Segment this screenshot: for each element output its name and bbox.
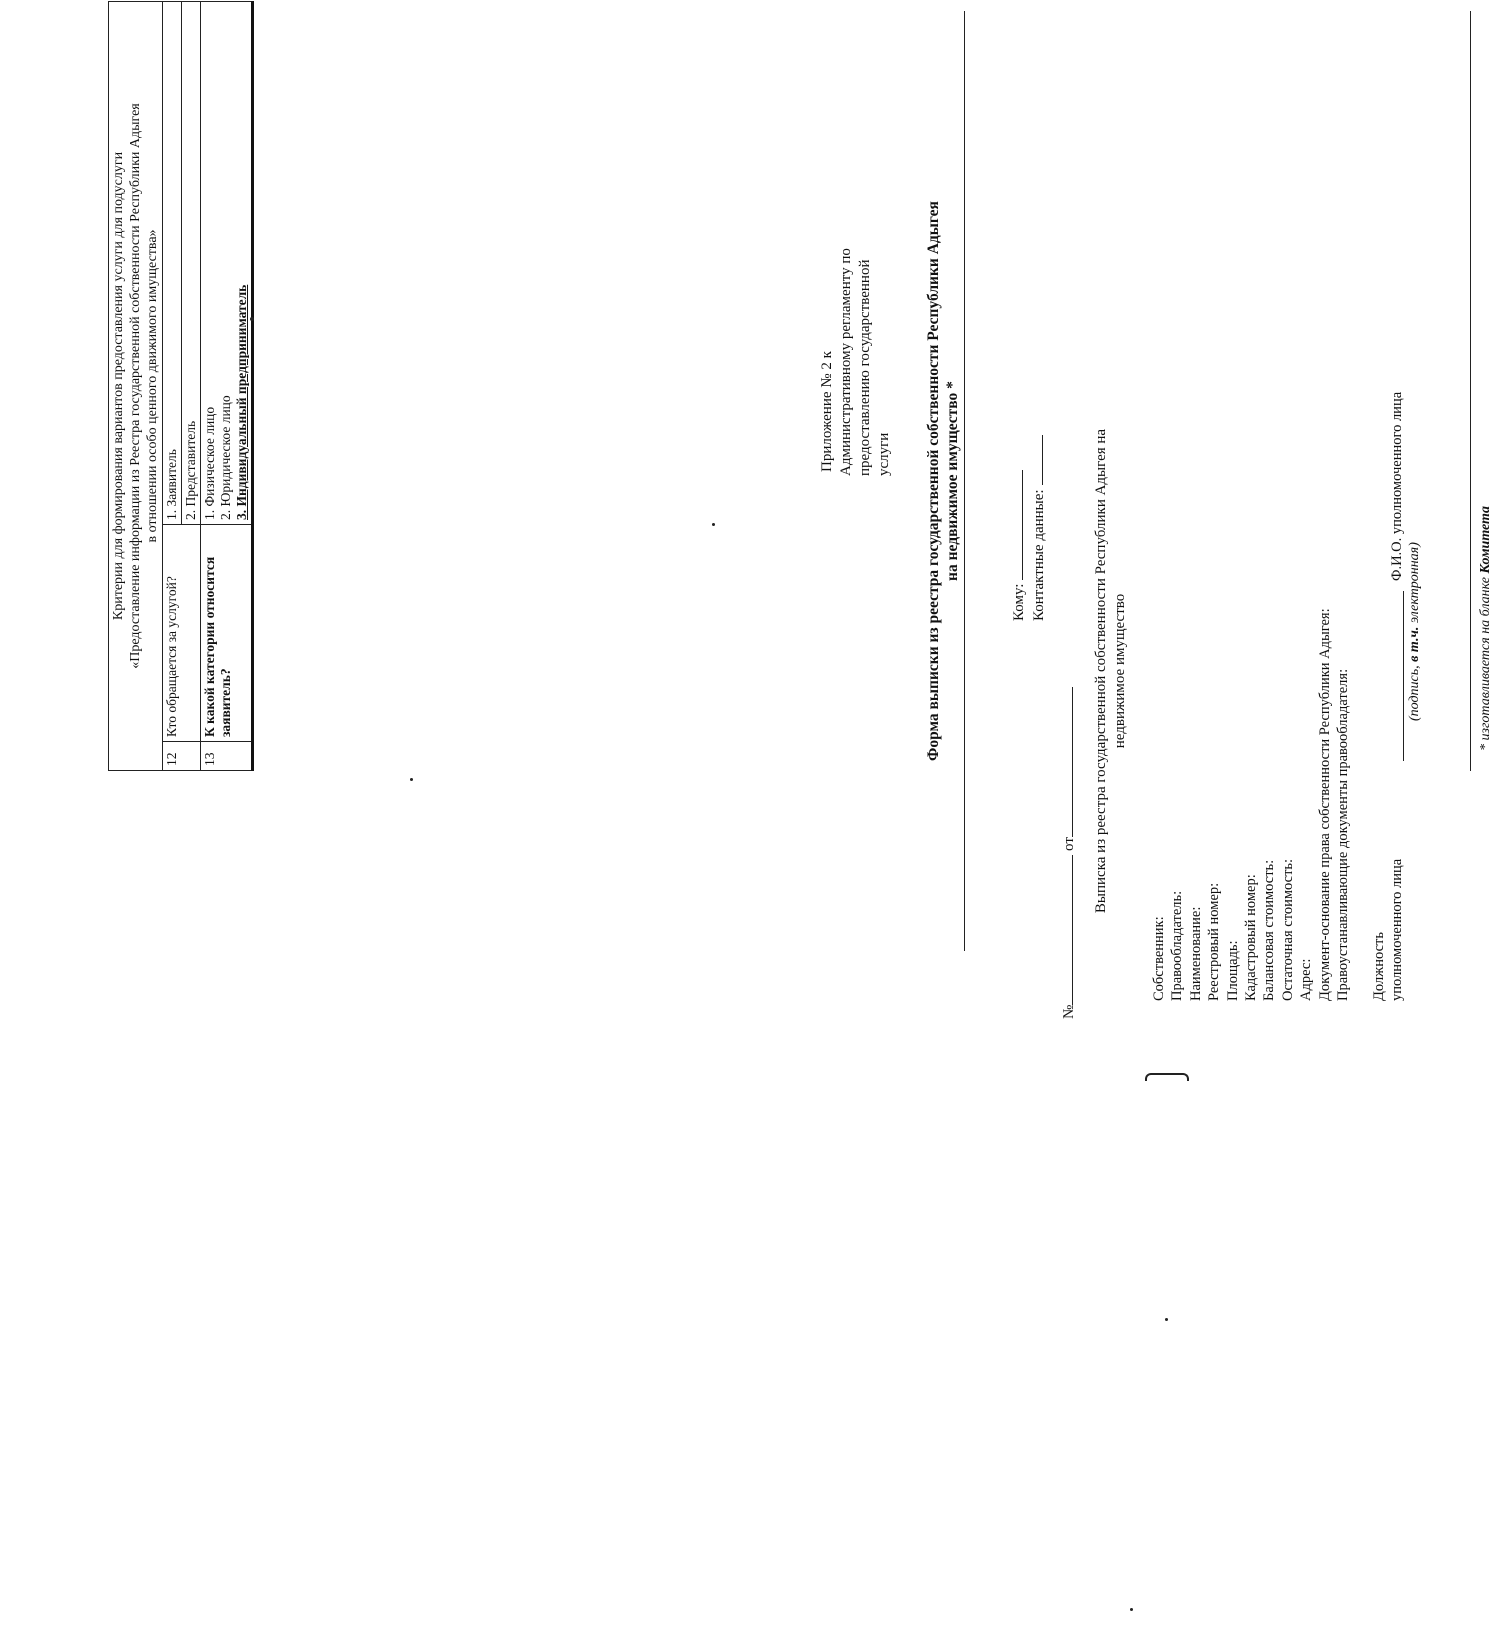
criteria-title-line1: Критерии для формирования вариантов предоставления услуги для подуслуги xyxy=(111,151,126,621)
contacts-label: Контактные данные: xyxy=(1031,489,1047,621)
recipient-block xyxy=(1008,435,1048,621)
position-label: Должность xyxy=(1371,932,1387,1001)
row-question: К какой категории относится заявитель? xyxy=(201,525,253,742)
number-date-line xyxy=(1058,687,1078,1019)
to-fill-line xyxy=(1008,470,1023,580)
to-label: Кому: xyxy=(1011,583,1027,621)
signature-line xyxy=(1403,591,1404,761)
position-label-row xyxy=(1370,301,1388,1001)
extract-heading-line2: недвижимое имущество xyxy=(1112,593,1128,749)
row-question: Кто обращается за услугой? xyxy=(163,525,201,742)
row-option: 2. Юридическое лицо xyxy=(218,395,233,520)
contacts-fill-line xyxy=(1028,435,1043,485)
fields-list xyxy=(1150,401,1352,1001)
scan-mark xyxy=(1145,1073,1189,1081)
footnote-bold: Комитета xyxy=(1478,506,1493,574)
hint-bold: в т.ч. xyxy=(1407,626,1422,662)
position-label-2: уполномоченного лица xyxy=(1389,858,1405,1001)
row-option: 1. Физическое лицо xyxy=(202,406,217,520)
date-fill-line xyxy=(1058,687,1073,837)
appendix-line1: Приложение № 2 к xyxy=(819,351,835,472)
scan-speck xyxy=(410,778,413,781)
field-title-documents: Правоустанавливающие документы правообладателя: xyxy=(1335,668,1352,1001)
recipient-contacts xyxy=(1028,435,1048,621)
footnote-prefix: * изготавливается на бланке xyxy=(1478,573,1493,751)
form-title xyxy=(924,1,962,961)
scan-speck xyxy=(1130,1608,1133,1611)
criteria-title xyxy=(108,1,162,771)
signature-hint xyxy=(1406,542,1424,721)
field-residual-value: Остаточная стоимость: xyxy=(1279,858,1296,1001)
row-number: 13 xyxy=(201,742,253,771)
signature-block xyxy=(1370,301,1422,1001)
criteria-title-line3: в отношении особо ценного движимого имущества» xyxy=(145,229,160,543)
row-option: 2. Представитель xyxy=(182,2,201,525)
signature-row xyxy=(1388,301,1422,1001)
scan-speck xyxy=(1165,1318,1168,1321)
hint-suffix: электронная) xyxy=(1407,542,1422,627)
field-name: Наименование: xyxy=(1187,906,1204,1001)
scan-speck xyxy=(712,523,715,526)
field-basis-document: Документ-основание права собственности Республики Адыгея: xyxy=(1316,608,1333,1001)
footnote-divider xyxy=(1470,11,1471,771)
field-book-value: Балансовая стоимость: xyxy=(1261,859,1278,1001)
number-fill-line xyxy=(1058,855,1073,1005)
scan-speck xyxy=(250,317,254,321)
appendix-line3: предоставлению государственной xyxy=(857,259,873,476)
row-number: 12 xyxy=(163,742,201,771)
form-title-line1: Форма выписки из реестра государственной собственности Республики Адыгея xyxy=(925,201,942,761)
row-options xyxy=(201,2,253,525)
extract-heading xyxy=(1092,351,1130,991)
table-row xyxy=(163,2,182,771)
extract-heading-line1: Выписка из реестра государственной собственности Республики Адыгея на xyxy=(1093,428,1109,914)
row-option: 3. Индивидуальный предприниматель xyxy=(234,284,249,520)
field-owner: Собственник: xyxy=(1151,916,1167,1001)
fio-label: Ф.И.О. уполномоченного лица xyxy=(1389,391,1405,581)
criteria-title-line2: «Предоставление информации из Реестра государственной собственности Республики Адыгея xyxy=(128,103,143,669)
field-rightholder: Правообладатель: xyxy=(1169,890,1186,1001)
criteria-table-block xyxy=(108,1,254,771)
title-divider xyxy=(964,11,965,951)
field-registry-number: Реестровый номер: xyxy=(1206,882,1223,1001)
appendix-header xyxy=(818,56,894,476)
form-title-line2: на недвижимое имущество * xyxy=(944,381,961,581)
table-row xyxy=(201,2,253,771)
hint-prefix: (подпись, xyxy=(1407,661,1422,721)
criteria-table xyxy=(162,1,254,771)
appendix-line4: услуги xyxy=(876,432,892,476)
field-cadastral-number: Кадастровый номер: xyxy=(1243,874,1260,1001)
footnote xyxy=(1478,506,1494,751)
recipient-to xyxy=(1008,435,1028,621)
field-address: Адрес: xyxy=(1298,958,1315,1001)
field-area: Площадь: xyxy=(1224,940,1241,1001)
number-label: № xyxy=(1061,1004,1077,1019)
appendix-line2: Административному регламенту по xyxy=(838,248,854,476)
row-option: 1. Заявитель xyxy=(163,2,182,525)
from-label: от xyxy=(1061,837,1077,851)
